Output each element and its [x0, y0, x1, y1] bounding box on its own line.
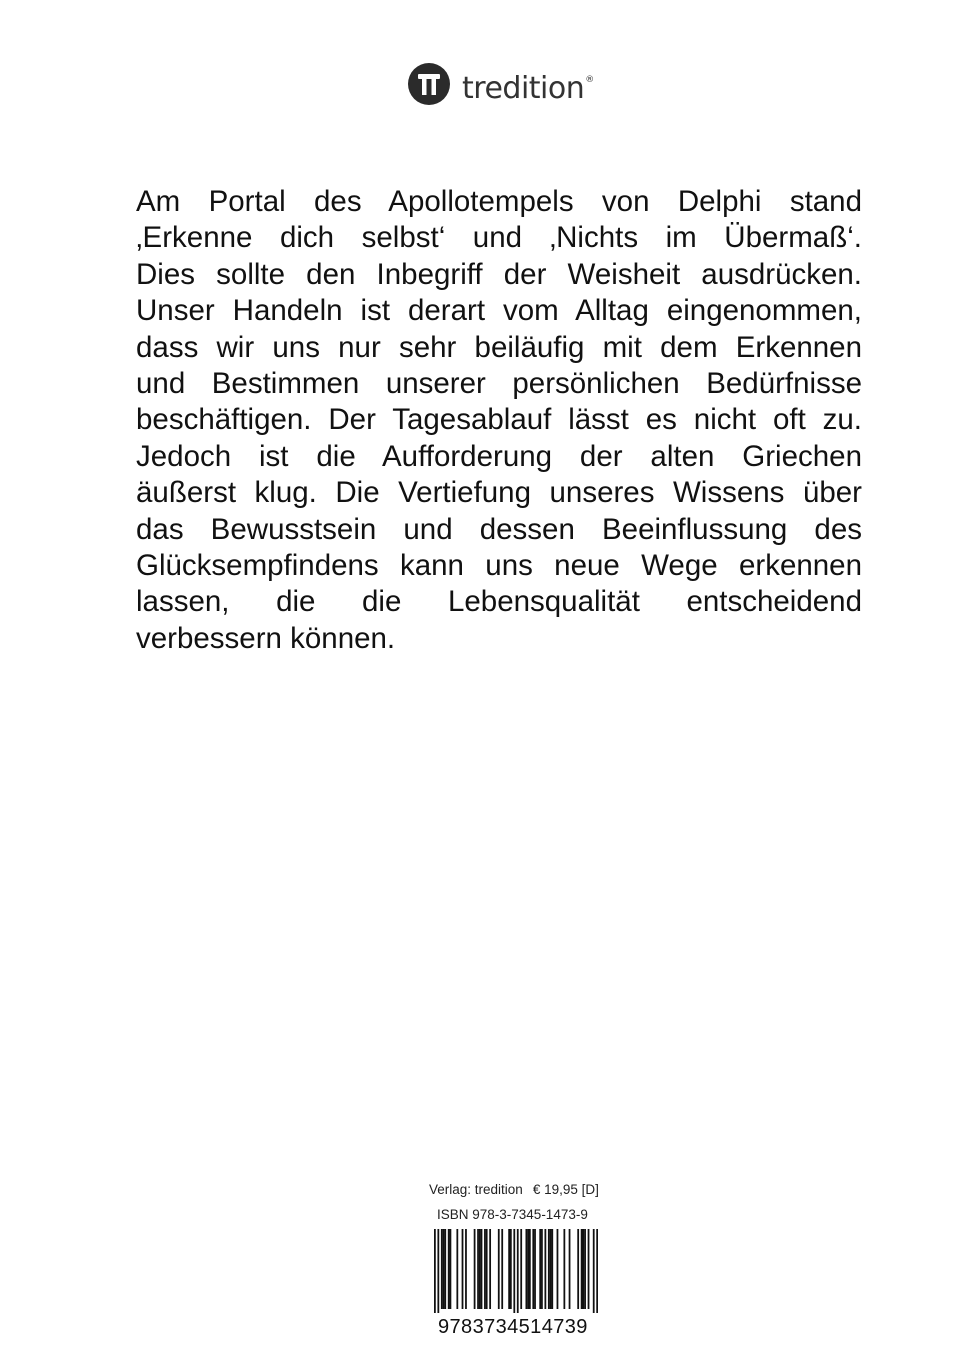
barcode-bar	[593, 1229, 595, 1313]
barcode-bar	[584, 1229, 586, 1309]
barcode-bar	[508, 1229, 510, 1309]
barcode-image	[434, 1229, 598, 1313]
barcode-bar	[437, 1229, 439, 1313]
isbn-label: ISBN 978-3-7345-1473-9	[437, 1207, 588, 1222]
barcode-bar	[456, 1229, 458, 1309]
barcode-bar	[534, 1229, 536, 1309]
blurb-line: dass wir uns nur sehr beiläufig mit dem Erkennen	[136, 330, 862, 364]
wordmark-text: tredition	[462, 70, 585, 106]
barcode-bar	[582, 1229, 584, 1309]
barcode-bar	[569, 1229, 571, 1309]
registered-mark: ®	[585, 74, 594, 85]
barcode-bar	[477, 1229, 479, 1309]
barcode-bar	[563, 1229, 565, 1309]
tredition-logo-icon	[408, 63, 450, 105]
back-cover-blurb	[136, 184, 862, 657]
barcode-bar	[481, 1229, 483, 1309]
blurb-line: lassen, die die Lebensqualität entscheidend	[136, 585, 862, 619]
barcode-bar	[588, 1229, 590, 1309]
barcode-bar	[501, 1229, 503, 1309]
barcode-bar	[474, 1229, 476, 1309]
blurb-line: äußerst klug. Die Vertiefung unseres Wissens über	[136, 476, 862, 510]
blurb-line: Glücksempfindens kann uns neue Wege erkennen	[136, 549, 862, 583]
barcode-bar	[551, 1229, 553, 1309]
blurb-line: beschäftigen. Der Tagesablauf lässt es nicht oft zu.	[136, 403, 862, 437]
barcode-bar	[517, 1229, 519, 1313]
barcode-label	[408, 1172, 622, 1346]
barcode-bar	[529, 1229, 531, 1309]
barcode-bar	[510, 1229, 512, 1309]
barcode-bar	[486, 1229, 488, 1309]
barcode-bar	[448, 1229, 450, 1309]
barcode-bar	[596, 1229, 598, 1313]
logo-wordmark	[462, 58, 594, 111]
blurb-line: und Bestimmen unserer persönlichen Bedürfnisse	[136, 367, 862, 401]
barcode-bar	[539, 1229, 541, 1309]
barcode-bar	[520, 1229, 522, 1309]
publisher-logo	[408, 62, 594, 106]
blurb-line: Jedoch ist die Aufforderung der alten Griechen	[136, 439, 862, 473]
barcode-bar	[525, 1229, 527, 1309]
blurb-line: Unser Handeln ist derart vom Alltag eingenommen,	[136, 294, 862, 328]
barcode-bar	[513, 1229, 515, 1313]
barcode-bar	[434, 1229, 436, 1313]
barcode-bar	[532, 1229, 534, 1309]
price-label: € 19,95 [D]	[532, 1182, 599, 1197]
barcode-bar	[557, 1229, 559, 1309]
barcode-bar	[479, 1229, 481, 1309]
barcode-bar	[577, 1229, 579, 1309]
barcode-bar	[581, 1229, 583, 1309]
blurb-line: verbessern können.	[136, 621, 396, 655]
blurb-line: ‚Erkenne dich selbst‘ und ‚Nichts im Übermaß‘.	[136, 221, 862, 255]
blurb-line: Am Portal des Apollotempels von Delphi stand	[136, 185, 862, 218]
barcode-bar	[498, 1229, 500, 1309]
barcode-bar	[527, 1229, 529, 1309]
barcode-bar	[450, 1229, 452, 1309]
barcode-bar	[541, 1229, 543, 1309]
barcode-bar	[462, 1229, 464, 1309]
barcode-bar	[548, 1229, 550, 1309]
barcode-bar	[484, 1229, 486, 1309]
publisher-price-line	[429, 1182, 599, 1197]
barcode-bar	[444, 1229, 446, 1309]
barcode-bar	[550, 1229, 552, 1309]
publisher-label: Verlag: tredition	[429, 1182, 523, 1197]
blurb-line: Dies sollte den Inbegriff der Weisheit ausdrücken.	[136, 257, 862, 291]
barcode-digits: 9783734514739	[438, 1316, 588, 1338]
barcode-bar	[544, 1229, 546, 1309]
barcode-bar	[465, 1229, 467, 1309]
barcode-bar	[443, 1229, 445, 1309]
barcode-bar	[441, 1229, 443, 1309]
blurb-line: das Bewusstsein und dessen Beeinflussung des	[136, 512, 862, 546]
barcode-bar	[489, 1229, 491, 1309]
